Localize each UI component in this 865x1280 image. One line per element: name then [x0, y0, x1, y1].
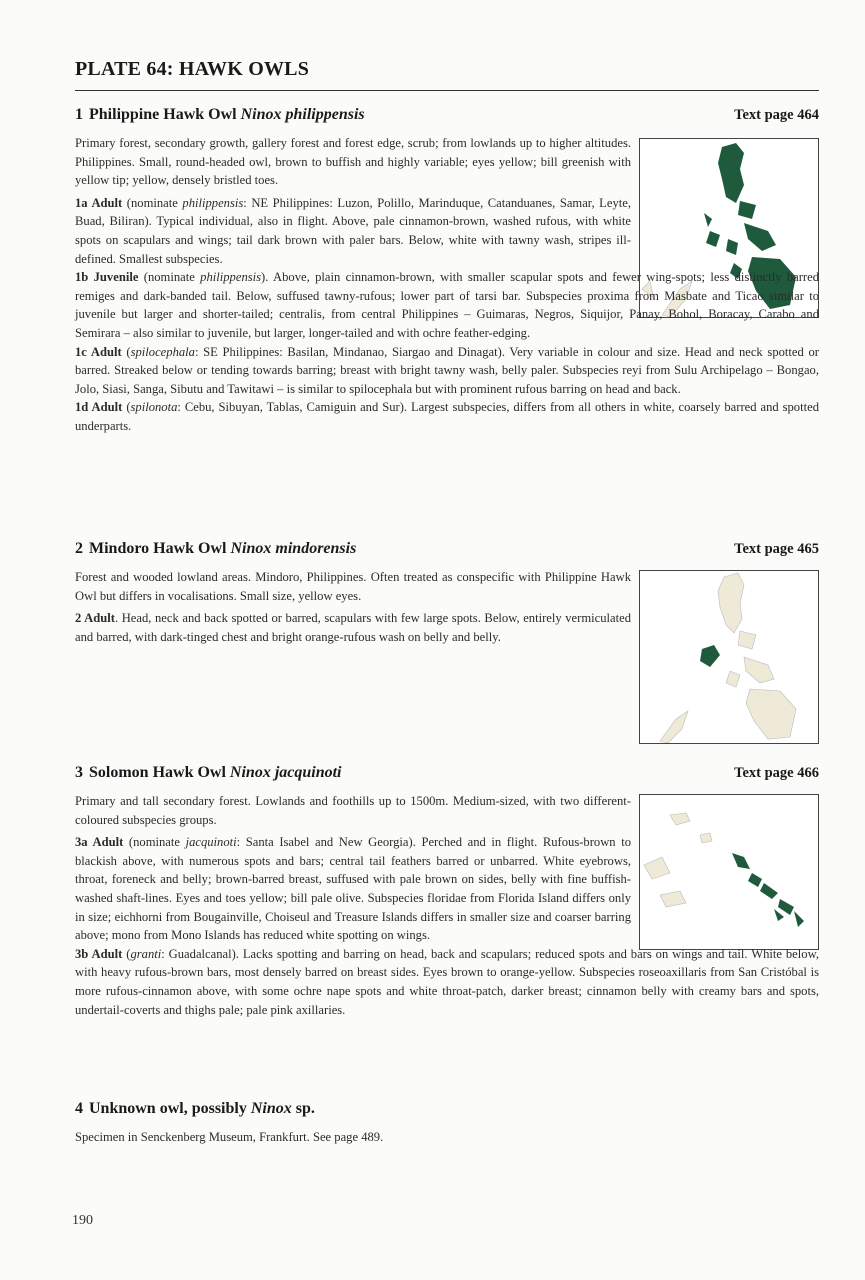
species-common-name: Philippine Hawk Owl — [89, 106, 237, 123]
plumage-description: : Santa Isabel and New Georgia). Perched and in flight. Rufous-brown to blackish above, with numerous spots and bars; central tail feathers barred or unbarred. White eyebrows, throat, foreneck and belly; brown-barred breast, suffused with pale brown on sides, belly with fine buffish-washed shaft-lines. Eyes and toes yellow; bill pale olive. Subspecies floridae from Florida Island differs only in size; eichhorni from Bougainville, Choiseul and Treasure Islands differs in smaller size and coarser barring above; mono from Mono Islands has reduced white spotting on wings. — [75, 835, 631, 943]
species-scientific-name: Ninox — [250, 1100, 292, 1117]
plumage-qualifier: ( — [126, 400, 131, 415]
plumage-3a — [75, 833, 631, 945]
plumage-2 — [75, 609, 631, 646]
plumage-qualifier-taxon: spilocephala — [130, 344, 195, 359]
species-intro: Primary forest, secondary growth, gallery forest and forest edge, scrub; from lowlands up to higher altitudes. Philippines. Small, round-headed owl, brown to buffish and highly variable; eyes yellow; bill greenish with yellow tip; yellow, densely bristled toes. — [75, 136, 631, 188]
plumage-label: 1a Adult — [75, 195, 123, 210]
plumage-label: 1d Adult — [75, 400, 123, 415]
page-number: 190 — [72, 1213, 93, 1228]
plumage-3b — [75, 945, 819, 1019]
species-scientific-name: Ninox philippensis — [240, 106, 365, 123]
plumage-description: : Guadalcanal). Lacks spotting and barring on head, back and scapulars; reduced spots and bars on wings and tail. White below, with heavy rufous-brown bars, most densely barred on breast sides. Eyes brown to orange-yellow. Subspecies roseoaxillaris from San Cristóbal is more rufous-cinnamon above, with some ochre nape spots and white throat-patch, darker breast; cinnamon belly with creamy bars and spots, undertail-coverts and thighs pale; pale pink axillaries. — [75, 946, 819, 1017]
species-scientific-name: Ninox mindorensis — [230, 540, 357, 557]
species-heading — [75, 540, 819, 562]
plumage-qualifier-taxon: granti — [130, 946, 162, 961]
plumage-description: : NE Philippines: Luzon, Polillo, Marinduque, Catanduanes, Samar, Leyte, Buad, Biliran). Typical individual, also in flight. Above, pale cinnamon-brown, washed rufous, with white spots on scapulars and wings; tail dark brown with paler bars. Below, white with tawny wash, stripes ill-defined. Smallest subspecies. — [75, 195, 631, 266]
species-section-3 — [75, 764, 819, 1017]
species-section-2 — [75, 540, 819, 644]
species-number: 3 — [75, 764, 83, 781]
plumage-description: . Head, neck and back spotted or barred, scapulars with few large spots. Below, entirely vermiculated and barred, with dark-tinged chest and bright orange-rufous wash on belly and belly. — [75, 611, 631, 644]
page-title: PLATE 64: HAWK OWLS — [75, 58, 310, 80]
plumage-description: : Cebu, Sibuyan, Tablas, Camiguin and Sur). Largest subspecies, differs from all others in white, coarsely barred and spotted underparts. — [75, 400, 819, 433]
plumage-qualifier-taxon: spilonota — [130, 400, 178, 415]
species-section-4 — [75, 1100, 819, 1144]
plumage-qualifier-taxon: jacquinoti — [185, 835, 237, 850]
species-number: 2 — [75, 540, 83, 557]
species-number: 4 — [75, 1100, 83, 1117]
text-page-reference[interactable]: Text page 465 — [734, 541, 819, 557]
species-common-name: Solomon Hawk Owl — [89, 764, 226, 781]
plumage-label: 1c Adult — [75, 344, 122, 359]
plumage-1a — [75, 194, 631, 268]
plumage-label: 2 Adult — [75, 611, 115, 626]
plumage-qualifier: ( — [126, 344, 131, 359]
range-map-svg — [640, 571, 818, 743]
plumage-label: 3a Adult — [75, 835, 124, 850]
title-rule — [75, 90, 819, 91]
species-text-block — [75, 568, 631, 646]
species-heading — [75, 1100, 819, 1122]
plumage-qualifier-taxon: philippensis — [182, 195, 244, 210]
range-map-mindoro-hawk-owl — [639, 570, 819, 744]
text-page-reference[interactable]: Text page 464 — [734, 107, 819, 123]
species-text-block — [75, 792, 819, 1019]
plumage-qualifier-taxon: philippensis — [200, 270, 262, 285]
plumage-label: 3b Adult — [75, 946, 123, 961]
species-heading — [75, 764, 819, 786]
plumage-qualifier: ( — [126, 946, 131, 961]
plumage-label: 1b Juvenile — [75, 270, 139, 285]
species-heading — [75, 106, 819, 128]
plumage-qualifier: (nominate — [126, 195, 183, 210]
species-name-suffix: sp. — [291, 1100, 315, 1117]
species-intro: Primary and tall secondary forest. Lowlands and foothills up to 1500m. Medium-sized, with two different-coloured subspecies groups. — [75, 794, 631, 827]
plumage-1b — [75, 268, 819, 342]
plumage-qualifier: (nominate — [143, 270, 201, 285]
plumage-qualifier: (nominate — [128, 835, 186, 850]
species-number: 1 — [75, 106, 83, 123]
species-text-block — [75, 134, 819, 436]
species-section-1 — [75, 106, 819, 433]
species-common-name: Unknown owl, possibly — [89, 1100, 247, 1117]
plumage-description: ). Above, plain cinnamon-brown, with smaller scapular spots and fewer wing-spots; less distinctly barred remiges and dark-banded tail. Below, suffused tawny-rufous; lower part of tarsi bar. Subspecies proxima from Masbate and Ticao similar to juvenile but larger and shorter-tailed; centralis, from central Philippines – Guimaras, Negros, Siquijor, Panay, Bohol, Boracay, Carabo and Semirara – also similar to juvenile, but larger, longer-tailed and with ochre feather-edging. — [75, 270, 819, 340]
species-intro: Forest and wooded lowland areas. Mindoro, Philippines. Often treated as conspecific with Philippine Hawk Owl but differs in vocalisations. Small size, yellow eyes. — [75, 570, 631, 603]
species-text-block — [75, 1128, 819, 1147]
species-intro: Specimen in Senckenberg Museum, Frankfurt. See page 489. — [75, 1130, 384, 1144]
plumage-1d — [75, 398, 819, 435]
text-page-reference[interactable]: Text page 466 — [734, 765, 819, 781]
species-scientific-name: Ninox jacquinoti — [229, 764, 342, 781]
species-common-name: Mindoro Hawk Owl — [89, 540, 227, 557]
plumage-1c — [75, 343, 819, 399]
plumage-description: : SE Philippines: Basilan, Mindanao, Siargao and Dinagat). Very variable in colour and size. Head and neck spotted or barred. Streaked below or tending towards barring; breast with bright tawny wash, belly paler. Subspecies reyi from Sulu Archipelago – Bongao, Jolo, Siasi, Sanga, Sibutu and Tawitawi – is similar to spilocephala but with prominent rufous barring on head and back. — [75, 344, 819, 396]
